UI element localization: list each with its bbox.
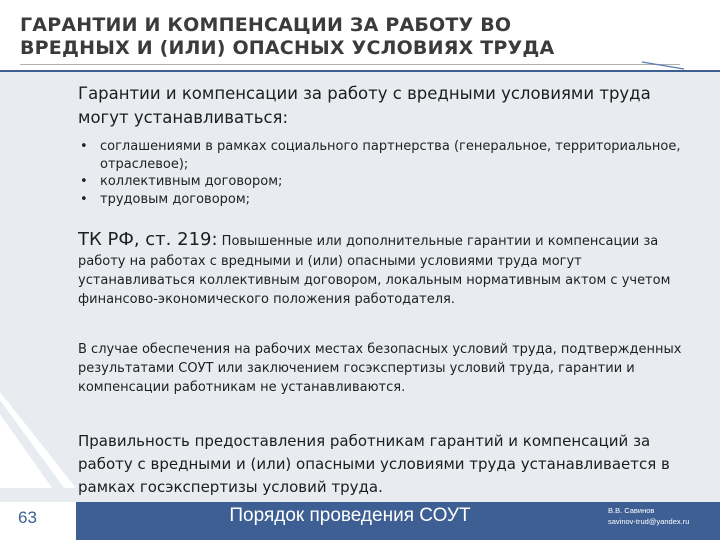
- lead-text: Гарантии и компенсации за работу с вредными условиями труда могут устанавливаться:: [78, 84, 651, 127]
- author-email: savinov-trud@yandex.ru: [608, 517, 690, 526]
- law-text: Повышенные или дополнительные гарантии и компенсации за работу на работах с вредными и (или) опасными условиями труда могут устанавливаться коллективным договором, локальным нормативным актом с учетом финансово-экономического положения работодателя.: [78, 234, 671, 307]
- footer-left-block: [0, 502, 76, 540]
- slide-title: [20, 14, 680, 60]
- law-paragraph: [78, 228, 693, 309]
- bullet-item: • соглашениями в рамках социального партнерства (генеральное, территориальное, отраслевое);: [78, 138, 698, 173]
- law-paragraph-2: В случае обеспечения на рабочих местах безопасных условий труда, подтвержденных результатами СОУТ или заключением госэкспертизы условий труда, гарантии и компенсации работникам не устанавливаются.: [78, 342, 682, 395]
- title-underline: [20, 64, 680, 65]
- author-info: [608, 505, 718, 527]
- law-reference: ТК РФ, ст. 219:: [78, 229, 218, 250]
- rule-text: Правильность предоставления работникам гарантий и компенсаций за работу с вредными и (или) опасными условиями труда устанавливается в рамках госэкспертизы условий труда.: [78, 432, 670, 496]
- footer-title: Порядок проведения СОУТ: [229, 505, 471, 526]
- title-line-1: ГАРАНТИИ И КОМПЕНСАЦИИ ЗА РАБОТУ ВО: [20, 14, 512, 36]
- corner-fold-decoration: [0, 392, 76, 488]
- slide-number: 63: [18, 508, 37, 527]
- title-line-2: ВРЕДНЫХ И (ИЛИ) ОПАСНЫХ УСЛОВИЯХ ТРУДА: [20, 37, 555, 59]
- bullet-list: [78, 138, 698, 208]
- bullet-item: • трудовым договором;: [78, 191, 698, 209]
- bullet-item: • коллективным договором;: [78, 173, 698, 191]
- author-name: В.В. Савинов: [608, 506, 655, 515]
- title-arrow-decoration: [640, 58, 686, 72]
